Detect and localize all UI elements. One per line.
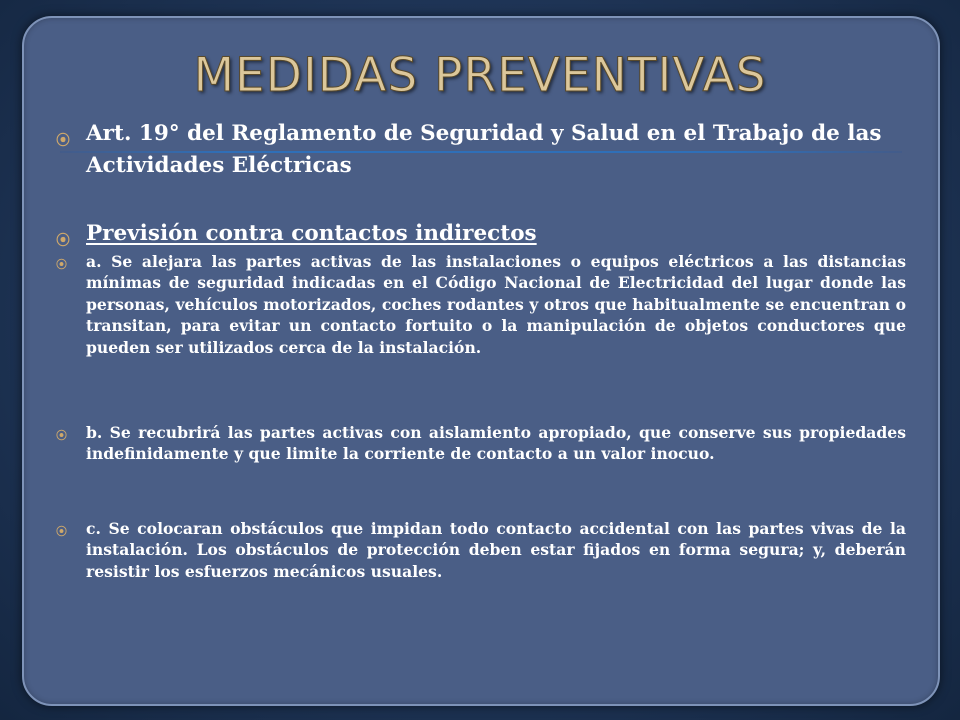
section-heading-item	[56, 218, 906, 250]
slide-title: MEDIDAS PREVENTIVAS	[193, 48, 767, 103]
main-heading-item	[56, 118, 906, 182]
main-heading-text: Art. 19° del Reglamento de Seguridad y Salud en el Trabajo de las Actividades Eléctricas	[86, 121, 882, 178]
bullet-icon: ⦿	[56, 133, 70, 149]
paragraph-text: b. Se recubrirá las partes activas con aislamiento apropiado, que conserve sus propiedades indefinidamente y que limite la corriente de contacto a un valor inocuo.	[86, 423, 906, 464]
section-heading-text: Previsión contra contactos indirectos	[86, 221, 537, 246]
bullet-icon: ⦿	[56, 429, 67, 442]
paragraph-item-c	[56, 518, 906, 582]
paragraph-text: c. Se colocaran obstáculos que impidan todo contacto accidental con las partes vivas de la instalación. Los obstáculos de protección deben estar fijados en forma segura; y, deberán resistir los esfuerzos mecánicos usuales.	[86, 519, 906, 581]
bullet-icon: ⦿	[56, 525, 67, 538]
paragraph-item-a	[56, 251, 906, 358]
paragraph-item-b	[56, 422, 906, 465]
bullet-icon: ⦿	[56, 233, 70, 249]
bullet-icon: ⦿	[56, 258, 67, 271]
paragraph-text: a. Se alejara las partes activas de las instalaciones o equipos eléctricos a las distancias mínimas de seguridad indicadas en el Código Nacional de Electricidad del lugar donde las personas, vehículos motorizados, coches rodantes y otros que habitualmente se encuentran o transitan, para evitar un contacto fortuito o la manipulación de objetos conductores que pueden ser utilizados cerca de la instalación.	[86, 252, 906, 357]
